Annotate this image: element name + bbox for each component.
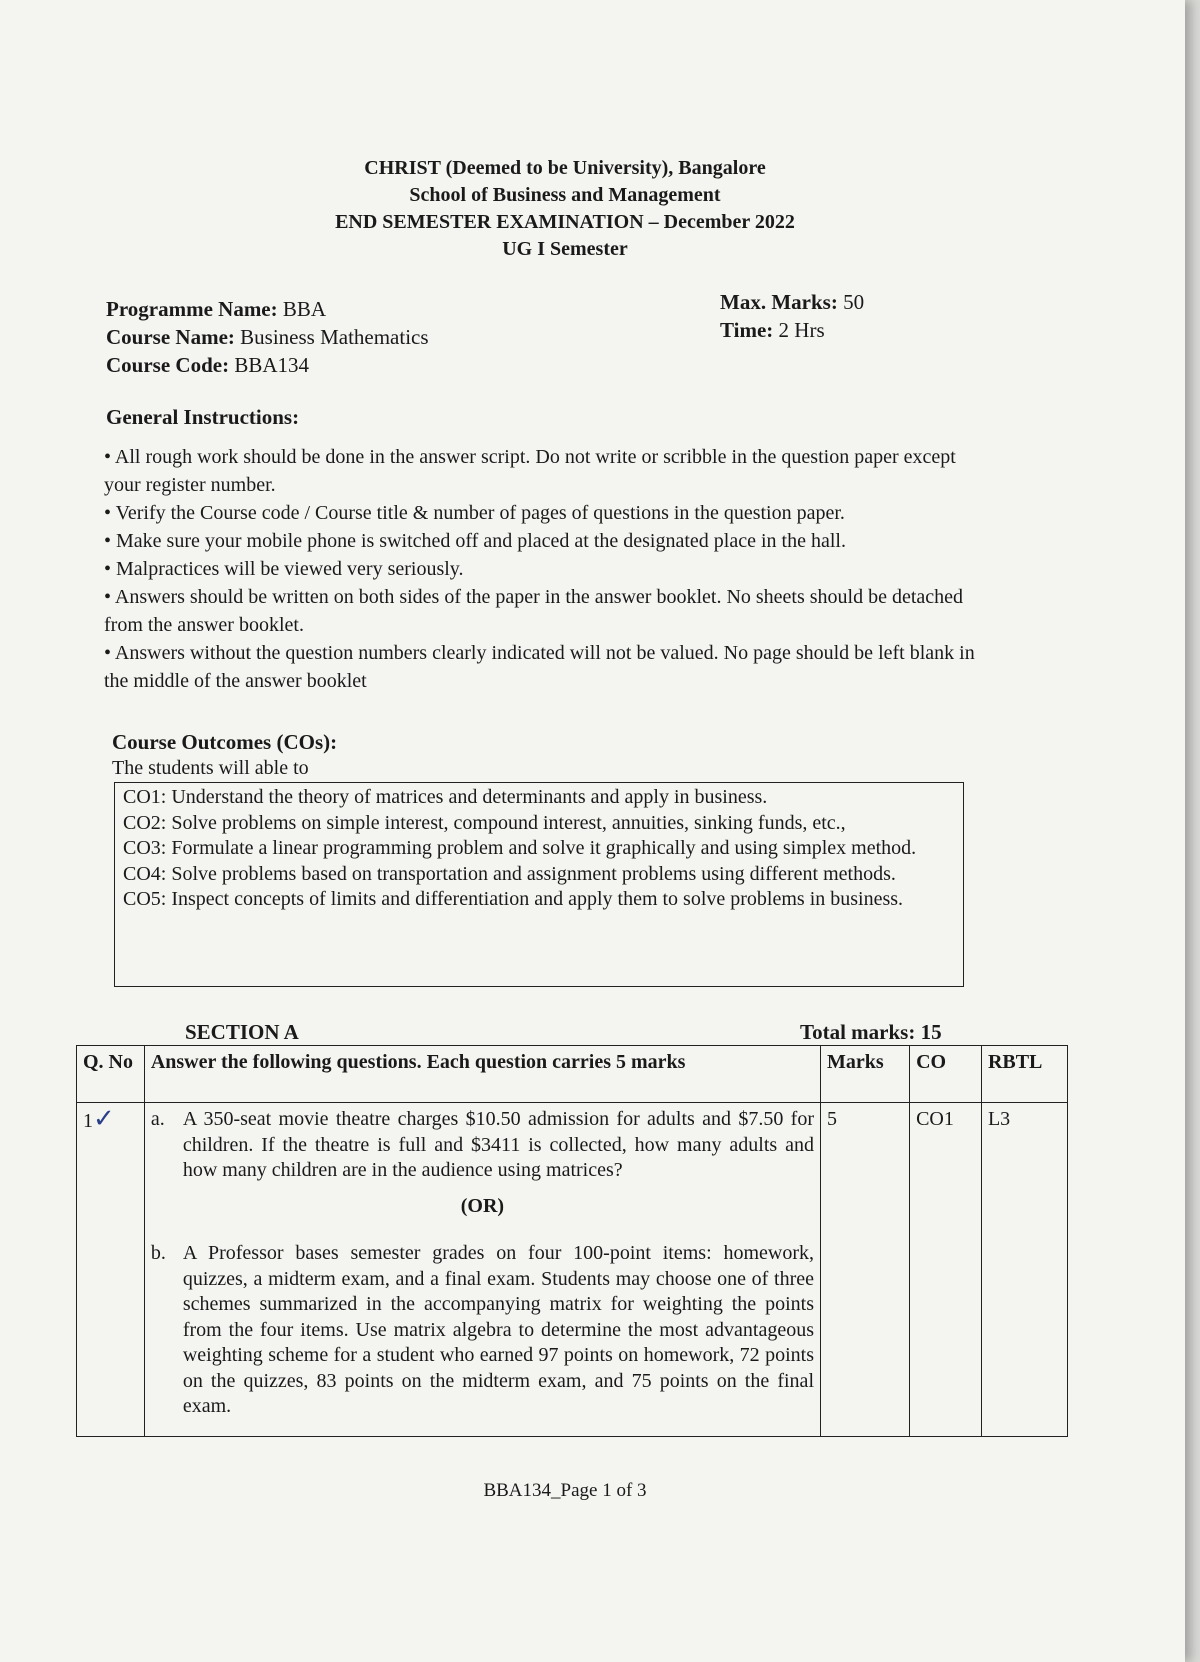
university-name: CHRIST (Deemed to be University), Bangalore — [364, 157, 766, 179]
table-row — [77, 1103, 1068, 1437]
questions-table — [76, 1045, 1068, 1437]
outcomes-title: Course Outcomes (COs): — [112, 730, 338, 754]
part-a-letter: a. — [150, 1108, 165, 1130]
co-cell: CO1 — [910, 1103, 982, 1437]
instruction-item: • Answers should be written on both sides of the paper in the answer booklet. No sheets should be detached from the answer booklet. — [104, 586, 964, 636]
exam-header — [0, 155, 1130, 263]
table-header-row — [77, 1046, 1068, 1103]
tick-mark-icon: ✓ — [93, 1104, 115, 1134]
school-name: School of Business and Management — [409, 184, 721, 206]
outcomes-subtitle: The students will able to — [112, 757, 309, 779]
course-code-label: Course Code: — [106, 353, 230, 377]
outcome-item: CO2: Solve problems on simple interest, compound interest, annuities, sinking funds, etc., — [123, 811, 846, 834]
part-b-letter: b. — [150, 1242, 166, 1264]
max-marks-label: Max. Marks: — [720, 290, 838, 314]
outcome-item: CO1: Understand the theory of matrices and determinants and apply in business. — [123, 786, 768, 808]
part-b-text: A Professor bases semester grades on four 100-point items: homework, quizzes, a midterm exam, and a final exam. Students may choose one of three schemes summarized in the accompanying matrix for weighting the points from the four items. Use matrix algebra to determine the most advantageous weighting scheme for a student who earned 97 points on homework, 72 points on the quizzes, 83 points on the midterm exam, and 75 points on the final exam. — [182, 1242, 814, 1417]
rbtl-cell: L3 — [981, 1103, 1067, 1437]
section-total-marks: Total marks: 15 — [800, 1020, 942, 1044]
max-marks-value: 50 — [843, 290, 865, 314]
time-value: 2 Hrs — [778, 318, 825, 342]
course-name-label: Course Name: — [106, 325, 235, 349]
page-footer: BBA134_Page 1 of 3 — [483, 1480, 647, 1501]
question-part-b — [151, 1241, 814, 1420]
course-name-value: Business Mathematics — [240, 325, 429, 349]
exam-title: END SEMESTER EXAMINATION – December 2022 — [335, 211, 795, 233]
instruction-item: • Malpractices will be viewed very seriously. — [104, 558, 464, 580]
instructions-title: General Instructions: — [106, 405, 300, 429]
instructions-list — [104, 443, 984, 695]
instruction-item: • All rough work should be done in the answer script. Do not write or scribble in the question paper except your register number. — [104, 446, 956, 496]
header-rbtl: RBTL — [981, 1046, 1067, 1103]
question-number: 1 — [83, 1110, 93, 1132]
header-qno: Q. No — [77, 1046, 145, 1103]
outcome-item: CO4: Solve problems based on transportation and assignment problems using different methods. — [123, 862, 896, 885]
instruction-item: • Make sure your mobile phone is switched off and placed at the designated place in the hall. — [104, 530, 846, 552]
semester: UG I Semester — [502, 238, 628, 260]
time-label: Time: — [720, 318, 774, 342]
instruction-item: • Verify the Course code / Course title & number of pages of questions in the question paper. — [104, 502, 845, 524]
header-co: CO — [910, 1046, 982, 1103]
course-code-value: BBA134 — [234, 353, 310, 377]
question-text-cell — [144, 1103, 820, 1437]
exam-details — [720, 288, 864, 344]
marks-cell: 5 — [821, 1103, 910, 1437]
instruction-item: • Answers without the question numbers clearly indicated will not be valued. No page should be left blank in the middle of the answer booklet — [104, 642, 975, 692]
outcome-item: CO5: Inspect concepts of limits and differentiation and apply them to solve problems in business. — [123, 888, 904, 910]
outcome-item: CO3: Formulate a linear programming problem and solve it graphically and using simplex method. — [123, 837, 917, 859]
outcomes-box — [114, 782, 964, 987]
part-a-text: A 350-seat movie theatre charges $10.50 admission for adults and $7.50 for children. If the theatre is full and $3411 is collected, how many adults and how many children are in the audience using matrices? — [182, 1108, 814, 1181]
header-marks: Marks — [821, 1046, 910, 1103]
header-instruction: Answer the following questions. Each question carries 5 marks — [144, 1046, 820, 1103]
programme-value: BBA — [282, 297, 327, 321]
question-number-cell — [77, 1103, 145, 1437]
or-separator: (OR) — [460, 1194, 505, 1217]
question-part-a — [151, 1107, 814, 1184]
programme-label: Programme Name: — [106, 297, 278, 321]
section-title: SECTION A — [185, 1020, 299, 1044]
course-details — [106, 295, 429, 379]
